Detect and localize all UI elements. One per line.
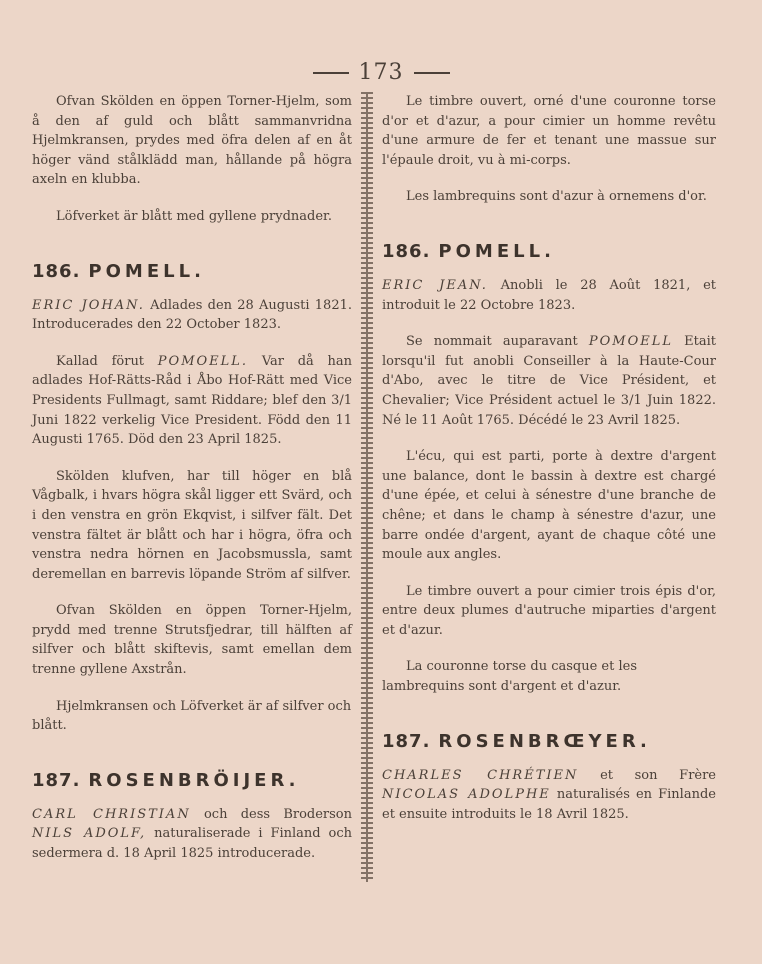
entry-186-mantling-description-fr: La couronne torse du casque et les lambrequins sont d'argent et d'azur. — [382, 659, 637, 695]
entry-186-person-name: ERIC JOHAN. — [32, 297, 145, 313]
entry-186-helmet-description: Ofvan Skölden en öppen Torner-Hjelm, prydd med trenne Strutsfjedrar, till hälften af silfver och blått skiftevis, samt emellan dem trenne gyllene Axstrån. — [32, 603, 352, 678]
column-divider-ornament — [361, 92, 373, 882]
entry-187-naturalisation-text: naturaliserade i Finland och sedermera d. 18 April 1825 introducerade. — [32, 826, 352, 862]
entry-186-heading — [32, 261, 352, 282]
entry-186-ennoblement-text: Adlades den 28 Augusti 1821. Introducerades den 22 October 1823. — [32, 297, 352, 333]
entry-186-biography — [32, 352, 352, 450]
entry-186-heading-fr — [382, 241, 716, 262]
entry-187-person-name-2-fr: NICOLAS ADOLPHE — [382, 787, 551, 803]
entry-187-family-name: ROSENBRÖIJER. — [88, 769, 300, 791]
swedish-column — [32, 92, 352, 881]
entry-186-ennoblement-text-fr: Anobli le 28 Août 1821, et introduit le 22 Octobre 1823. — [382, 277, 716, 313]
entry-187-heading — [32, 770, 352, 791]
page-number-dash-left — [313, 72, 349, 74]
entry-186-bio-text-fr: Etait lorsqu'il fut anobli Conseiller à la Haute-Cour d'Abo, avec le titre de Vice Président, et Chevalier; Vice Président actuel le 3/1 Juin 1822. Né le 11 Août 1765. Décédé le 23 Avril 1825. — [382, 334, 716, 428]
entry-186-bio-prefix: Kallad förut — [56, 353, 145, 369]
entry-187-person-name-1-fr: CHARLES CHRÉTIEN — [382, 767, 579, 783]
entry-186-helmet-description-fr: Le timbre ouvert a pour cimier trois épis d'or, entre deux plumes d'autruche miparties d'argent et d'azur. — [382, 583, 716, 638]
entry-187-naturalisation-text-fr: naturalisés en Finlande et ensuite introduits le 18 Avril 1825. — [382, 787, 716, 822]
entry-186-ennoblement — [32, 296, 352, 335]
entry-187-family-name-fr: ROSENBRŒYER. — [438, 730, 651, 752]
entry-186-family-name: POMELL. — [88, 260, 205, 282]
entry-186-bio-text: Var då han adlades Hof-Rätts-Råd i Åbo Hof-Rätt med Vice Presidents Fullmagt, samt Riddare; blef den 3/1 Juni 1822 verkelig Vice President. Född den 11 Augusti 1765. Död den 23 April 1825. — [32, 353, 353, 448]
entry-186-family-name-fr: POMELL. — [438, 240, 555, 262]
intro-paragraph-1: Ofvan Skölden en öppen Torner-Hjelm, som å den af guld och blått sammanvridna Hjelmkransen, prydes med öfra delen af en åt höger vänd stålklädd man, hållande på högra axeln en klubba. — [32, 94, 352, 188]
entry-187-connector-fr: et son Frère — [600, 767, 717, 783]
entry-187-person-name-2: NILS ADOLF, — [32, 826, 147, 842]
entry-186-biography-fr — [382, 332, 716, 430]
intro-paragraph-2: Löfverket är blått med gyllene prydnader. — [56, 208, 332, 224]
page-number-dash-right — [414, 72, 450, 74]
entry-186-former-name: POMOELL. — [157, 353, 249, 369]
entry-187-naturalisation-fr — [382, 766, 716, 825]
entry-187-heading-fr — [382, 731, 716, 752]
entry-186-ennoblement-fr — [382, 276, 716, 315]
entry-187-person-name-1: CARL CHRISTIAN — [32, 806, 191, 822]
entry-186-person-name-fr: ERIC JEAN. — [382, 277, 488, 293]
page-number — [0, 60, 762, 85]
entry-186-bio-prefix-fr: Se nommait auparavant — [406, 334, 578, 350]
entry-186-former-name-fr: POMOELL — [588, 334, 673, 350]
entry-186-number: 186. — [32, 260, 81, 282]
page-number-value: 173 — [358, 60, 404, 85]
intro-paragraph-1-fr: Le timbre ouvert, orné d'une couronne torse d'or et d'azur, a pour cimier un homme revêtu d'une armure de fer et tenant une massue sur l'épaule droit, vu à mi-corps. — [382, 94, 716, 168]
intro-paragraph-2-fr: Les lambrequins sont d'azur à ornemens d'or. — [406, 189, 707, 205]
entry-186-mantling-description: Hjelmkransen och Löfverket är af silfver och blått. — [32, 698, 352, 734]
french-column — [382, 92, 716, 841]
entry-187-number-fr: 187. — [382, 730, 431, 752]
entry-187-naturalisation — [32, 805, 352, 864]
entry-187-connector: och dess Broderson — [203, 806, 353, 822]
entry-186-shield-description: Skölden klufven, har till höger en blå Vågbalk, i hvars högra skål ligger ett Svärd, och i den venstra en grön Ekqvist, i silfver fält. Det venstra fältet är blått och har i högra, öfra och venstra nedra hörnen en Jacobsmussla, samt deremellan en barrevis löpande Ström af silfver. — [32, 468, 352, 582]
entry-186-shield-description-fr: L'écu, qui est parti, porte à dextre d'argent une balance, dont le bassin à dextre est chargé d'une épée, et celui à sénestre d'une branche de chêne; et dans le champ à sénestre d'azur, une barre ondée d'argent, ayant de chaque côté une moule aux angles. — [382, 449, 716, 563]
entry-186-number-fr: 186. — [382, 240, 431, 262]
entry-187-number: 187. — [32, 769, 81, 791]
